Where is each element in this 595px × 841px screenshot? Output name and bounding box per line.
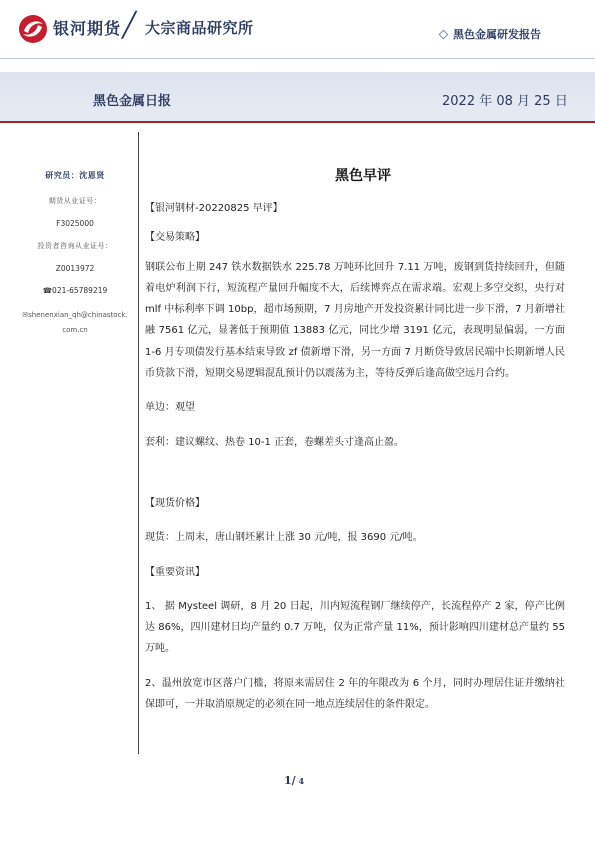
news-heading: 【重要资讯】	[145, 566, 205, 578]
report-type: 黑色金属研发报告	[453, 28, 541, 41]
page-number	[284, 774, 304, 787]
galaxy-logo-icon	[18, 14, 48, 44]
author-sidebar	[20, 170, 130, 338]
current-page: 1/	[284, 774, 296, 787]
header-divider	[0, 58, 595, 59]
section-title: 黑色早评	[335, 168, 391, 184]
researcher-name: 研究员：沈恩贤	[45, 171, 105, 180]
brand-name: 银河期货	[53, 19, 122, 38]
single-side-advice: 单边：观望	[145, 402, 195, 414]
futures-license-number: F3025000	[56, 219, 94, 228]
institute-name: 大宗商品研究所	[145, 19, 254, 37]
report-title: 黑色金属日报	[93, 94, 172, 109]
total-pages: 4	[295, 776, 305, 786]
arbitrage-advice: 套利：建议螺纹、热卷 10-1 正套，卷螺差头寸逢高止盈。	[145, 436, 405, 448]
strategy-paragraph: 钢联公布上期 247 铁水数据铁水 225.78 万吨环比回升 7.11 万吨，废钢到货持续回升，但随着电炉利润下行，短流程产量回升幅度不大，后续博弈点在需求端。宏观上多空交织，央行对 mlf 中标利率下调 10bp，超市场预期，7 月房地产开发投资累计同比进一步下滑，7 月新增社融 7561 亿元，显著低于预期值 13883 亿元，同比少增 3191 亿元，表现明显偏弱，一方面 1-6 月专项债发行基本结束导致 zf 债新增下滑，另一方面 7 月断贷导致居民端中长期新增人民币贷款下滑，短期交易逻辑混乱预计仍以震荡为主，等待反弹后逢高做空远月合约。	[145, 261, 565, 380]
advisor-license-label: 投资者咨询从业证号：	[37, 242, 113, 250]
spot-heading: 【现货价格】	[145, 497, 205, 509]
report-tag: 【银河钢材-20220825 早评】	[145, 203, 283, 214]
phone-number: ☎021-65789219	[42, 286, 108, 295]
advisor-license-number: Z0013972	[55, 264, 95, 273]
email-address[interactable]: ✉shenenxian_qh@chinastock.com.cn	[22, 311, 128, 334]
futures-license-label: 期货从业证号：	[48, 197, 102, 205]
report-type-block	[440, 26, 541, 42]
strategy-heading: 【交易策略】	[145, 232, 205, 244]
main-content	[145, 165, 565, 715]
sidebar-divider	[138, 132, 139, 754]
header-separator: ╱	[122, 11, 137, 39]
band-divider	[0, 121, 595, 123]
news-item: 2、温州放宽市区落户门槛，将原来需居住 2 年的年限改为 6 个月，同时办理居住证并缴纳社保即可，一并取消原规定的必须在同一地点连续居住的条件限定。	[145, 677, 565, 711]
news-item: 1、 据 Mysteel 调研，8 月 20 日起，川内短流程钢厂继续停产，长流程停产 2 家，停产比例达 86%，四川建材日均产量约 0.7 万吨，仅为正常产量 11%，预计影响四川建材总产量约 55 万吨。	[145, 600, 565, 655]
page-header	[0, 0, 595, 62]
diamond-icon	[439, 29, 449, 39]
report-date: 2022 年 08 月 25 日	[442, 94, 568, 109]
spot-paragraph: 现货：上周末，唐山钢坯累计上涨 30 元/吨，报 3690 元/吨。	[145, 532, 423, 544]
